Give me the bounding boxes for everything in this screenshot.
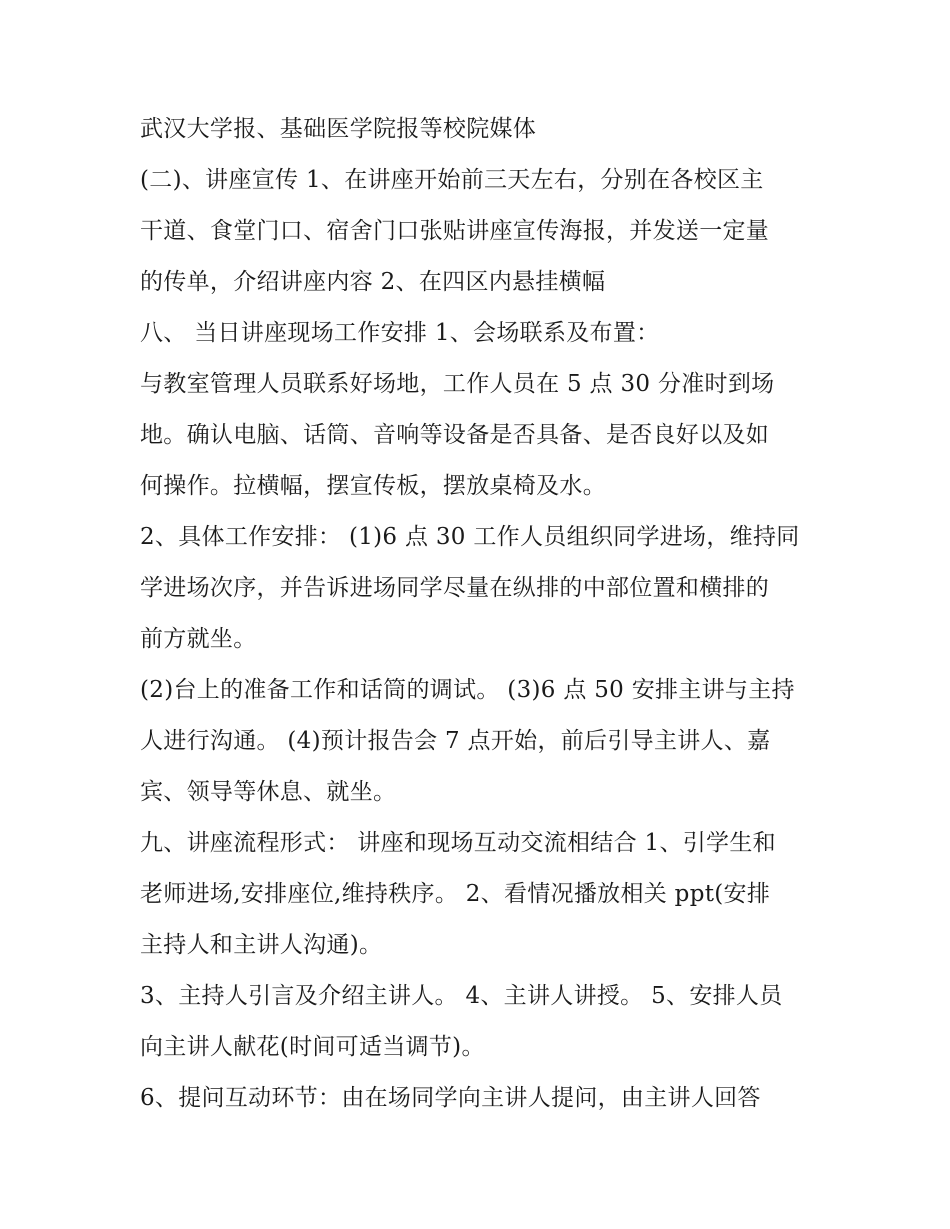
text-line: 人进行沟通。 (4)预计报告会 7 点开始，前后引导主讲人、嘉 — [140, 728, 771, 754]
text-line: 八、 当日讲座现场工作安排 1、会场联系及布置： — [140, 320, 660, 346]
text-line: 主持人和主讲人沟通)。 — [140, 932, 383, 958]
text-line: 6、提问互动环节：由在场同学向主讲人提问，由主讲人回答 — [140, 1085, 761, 1111]
text-line: (二)、讲座宣传 1、在讲座开始前三天左右，分别在各校区主 — [140, 167, 764, 193]
text-line: 何操作。拉横幅，摆宣传板，摆放桌椅及水。 — [140, 473, 606, 499]
text-line: 2、具体工作安排： (1)6 点 30 工作人员组织同学进场，维持同 — [140, 524, 800, 550]
text-line: 干道、食堂门口、宿舍门口张贴讲座宣传海报，并发送一定量 — [140, 218, 770, 244]
text-line: 宾、领导等休息、就坐。 — [140, 779, 397, 805]
body-text — [140, 104, 820, 1124]
text-line: 3、主持人引言及介绍主讲人。 4、主讲人讲授。 5、安排人员 — [140, 983, 783, 1009]
text-line: (2)台上的准备工作和话筒的调试。 (3)6 点 50 安排主讲与主持 — [140, 677, 795, 703]
text-line: 武汉大学报、基础医学院报等校院媒体 — [140, 116, 537, 142]
text-line: 向主讲人献花(时间可适当调节)。 — [140, 1034, 485, 1060]
text-line: 与教室管理人员联系好场地，工作人员在 5 点 30 分准时到场 — [140, 371, 775, 397]
text-line: 九、讲座流程形式： 讲座和现场互动交流相结合 1、引学生和 — [140, 830, 776, 856]
text-line: 的传单，介绍讲座内容 2、在四区内悬挂横幅 — [140, 269, 606, 295]
text-line: 前方就坐。 — [140, 626, 257, 652]
text-line: 老师进场,安排座位,维持秩序。 2、看情况播放相关 ppt(安排 — [140, 881, 771, 907]
text-line: 学进场次序，并告诉进场同学尽量在纵排的中部位置和横排的 — [140, 575, 770, 601]
text-line: 地。确认电脑、话筒、音响等设备是否具备、是否良好以及如 — [140, 422, 770, 448]
